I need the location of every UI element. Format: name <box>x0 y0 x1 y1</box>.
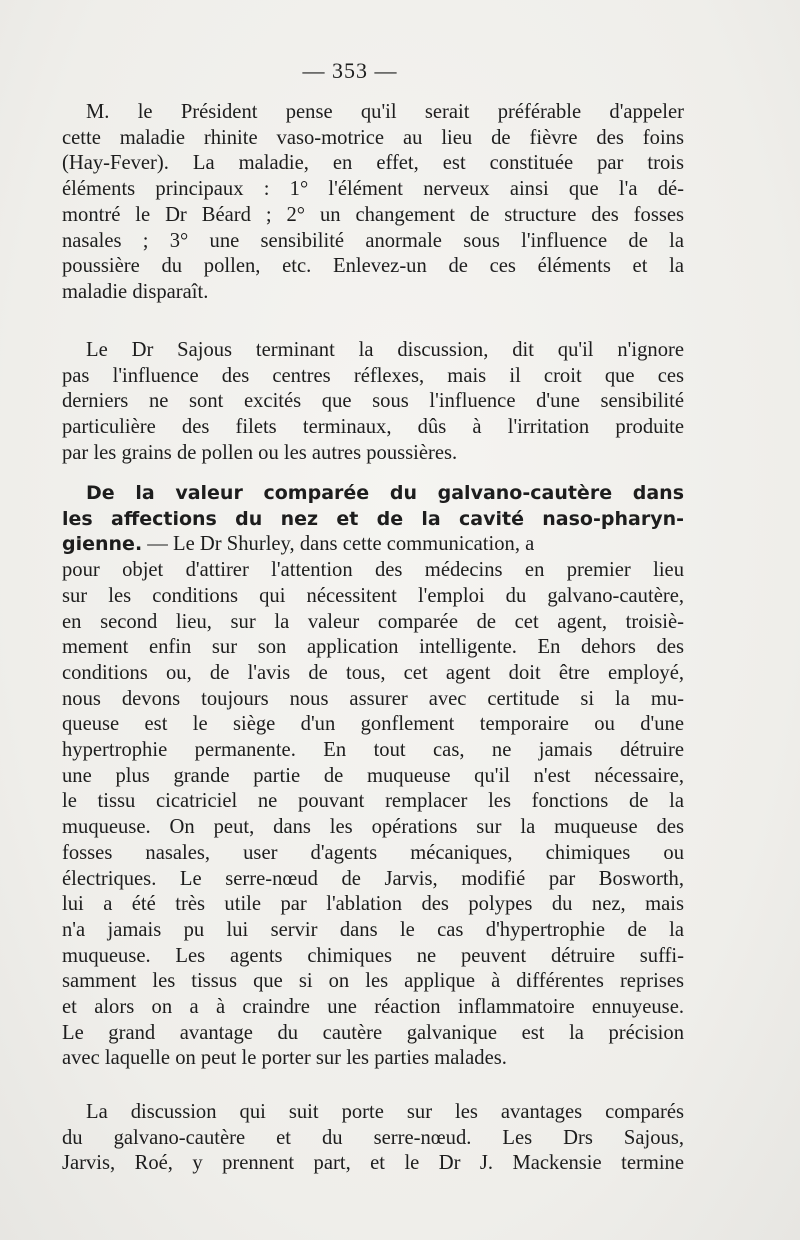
text-line: lui a été très utile par l'ablation des polypes du nez, mais <box>62 893 684 916</box>
text-line: conditions ou, de l'avis de tous, cet agent doit être employé, <box>62 661 684 684</box>
text-line: nous devons toujours nous assurer avec certitude si la mu- <box>62 687 684 710</box>
text-line: queuse est le siège d'un gonflement temporaire ou d'une <box>62 713 684 736</box>
text-line: muqueuse. On peut, dans les opérations sur la muqueuse des <box>62 816 684 839</box>
page-number: — 353 — <box>302 58 398 83</box>
text-line: et alors on a à craindre une réaction inflammatoire ennuyeuse. <box>62 996 684 1019</box>
text-line: fosses nasales, user d'agents mécaniques, chimiques ou <box>62 841 684 864</box>
text-line: poussière du pollen, etc. Enlevez-un de ces éléments et la <box>62 255 684 278</box>
section-heading-line: De la valeur comparée du galvano-cautère dans <box>86 482 684 504</box>
text-line: pas l'influence des centres réflexes, mais il croit que ces <box>62 364 684 387</box>
text-line: mement enfin sur son application intelligente. En dehors des <box>62 636 684 659</box>
text-line: n'a jamais pu lui servir dans le cas d'hypertrophie de la <box>62 918 684 941</box>
text-line: hypertrophie permanente. En tout cas, ne jamais détruire <box>62 739 684 762</box>
text-line: du galvano-cautère et du serre-nœud. Les Drs Sajous, <box>62 1126 684 1149</box>
paragraph-sajous <box>62 338 684 467</box>
text-line: en second lieu, sur la valeur comparée de cet agent, troisiè- <box>62 610 684 633</box>
paragraph-discussion <box>62 1100 684 1177</box>
section-heading-end: gienne. <box>62 533 143 556</box>
text-line: muqueuse. Les agents chimiques ne peuvent détruire suffi- <box>62 944 684 967</box>
text-line: le tissu cicatriciel ne pouvant remplacer les fonctions de la <box>62 790 684 813</box>
text-line: M. le Président pense qu'il serait préférable d'appeler <box>86 101 684 123</box>
text-line: (Hay-Fever). La maladie, en effet, est constituée par trois <box>62 152 684 175</box>
paragraph-shurley <box>62 481 684 1072</box>
text-line: Jarvis, Roé, y prennent part, et le Dr J. Mackensie termine <box>62 1152 684 1175</box>
text-line: sur les conditions qui nécessitent l'emploi du galvano-cautère, <box>62 584 684 607</box>
text-line: Le Dr Sajous terminant la discussion, dit qu'il n'ignore <box>86 339 684 361</box>
text-line: Le grand avantage du cautère galvanique est la précision <box>62 1021 684 1044</box>
text-line: éléments principaux : 1° l'élément nerveux ainsi que l'a dé- <box>62 178 684 201</box>
text-line: particulière des filets terminaux, dûs à l'irritation produite <box>62 416 684 439</box>
text-line: par les grains de pollen ou les autres poussières. <box>62 441 458 464</box>
text-line: une plus grande partie de muqueuse qu'il n'est nécessaire, <box>62 764 684 787</box>
text-run: — Le Dr Shurley, dans cette communication, a <box>142 533 535 556</box>
text-line: nasales ; 3° une sensibilité anormale sous l'influence de la <box>62 229 684 252</box>
paragraph-president <box>62 100 684 306</box>
text-line <box>62 532 684 558</box>
text-line: La discussion qui suit porte sur les avantages comparés <box>86 1101 684 1123</box>
text-line: avec laquelle on peut le porter sur les parties malades. <box>62 1047 507 1070</box>
section-heading-line: les affections du nez et de la cavité naso-pharyn- <box>62 507 684 530</box>
text-line: samment les tissus que si on les applique à différentes reprises <box>62 970 684 993</box>
text-line: cette maladie rhinite vaso-motrice au lieu de fièvre des foins <box>62 126 684 149</box>
text-line: montré le Dr Béard ; 2° un changement de structure des fosses <box>62 203 684 226</box>
text-line: maladie disparaît. <box>62 280 209 303</box>
text-line: électriques. Le serre-nœud de Jarvis, modifié par Bosworth, <box>62 867 684 890</box>
text-line: pour objet d'attirer l'attention des médecins en premier lieu <box>62 559 684 582</box>
text-line: derniers ne sont excités que sous l'influence d'une sensibilité <box>62 390 684 413</box>
